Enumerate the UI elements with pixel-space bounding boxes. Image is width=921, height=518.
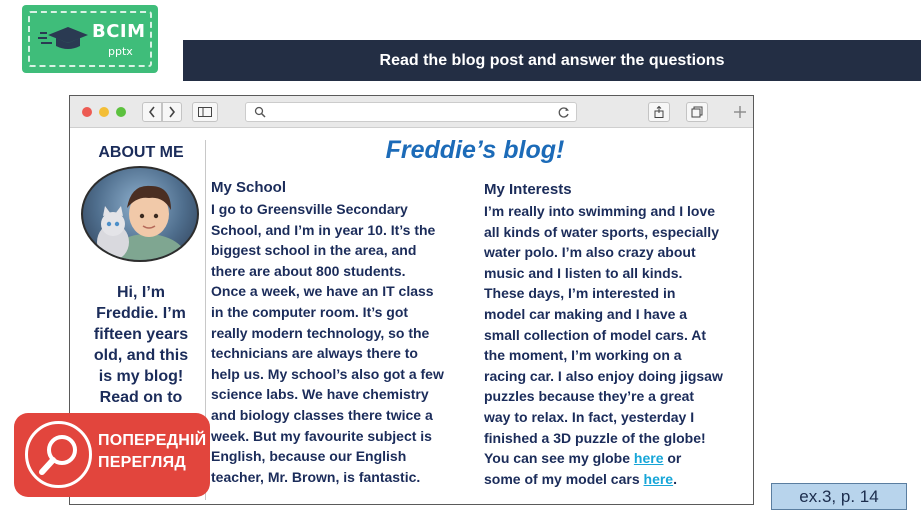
interests-text: some of my model cars	[484, 470, 644, 487]
intro-line: old, and this	[93, 347, 189, 364]
address-bar[interactable]	[245, 102, 577, 122]
chevron-left-icon	[148, 106, 156, 118]
avatar	[81, 166, 199, 262]
profile-illustration	[83, 168, 199, 262]
tabs-overview-button[interactable]	[686, 102, 708, 122]
intro-line: Hi, I’m	[116, 284, 165, 301]
school-line: there are about 800 students.	[211, 262, 406, 279]
globe-link[interactable]: here	[633, 450, 664, 467]
blog-title: Freddie’s blog!	[385, 136, 565, 164]
intro-line: Read on to	[99, 389, 183, 406]
magnifier-circle	[25, 421, 92, 488]
sidebar-icon	[198, 107, 212, 117]
intro-text	[76, 282, 206, 408]
interests-line: I’m really into swimming and I love	[484, 203, 716, 219]
interests-line: small collection of model cars. At	[484, 326, 706, 343]
search-icon	[254, 106, 266, 118]
school-line: help us. My school’s also got a few	[211, 365, 444, 382]
interests-line: the moment, I’m working on a	[484, 347, 682, 364]
tabs-icon	[691, 106, 703, 118]
magnifier-icon	[28, 424, 89, 485]
interests-line: puzzles because they’re a great	[484, 388, 695, 405]
close-window-button[interactable]	[82, 107, 92, 117]
logo-brand: ВСІМ	[92, 21, 146, 42]
chevron-right-icon	[168, 106, 176, 118]
interests-line-links	[484, 448, 746, 469]
interests-text: or	[663, 450, 682, 467]
interests-line: finished a 3D puzzle of the globe!	[484, 429, 706, 446]
school-section	[211, 178, 469, 487]
sidebar-toggle-button[interactable]	[192, 102, 218, 122]
interests-text: You can see my globe	[484, 450, 634, 467]
plus-icon	[734, 106, 746, 118]
interests-heading: My Interests	[484, 181, 572, 198]
share-button[interactable]	[648, 102, 670, 122]
interests-line: racing car. I also enjoy doing jigsaw	[484, 367, 723, 384]
preview-label	[98, 430, 206, 474]
school-line: biggest school in the area, and	[211, 242, 417, 259]
preview-badge[interactable]	[14, 413, 210, 497]
task-instruction-bar	[183, 40, 921, 81]
preview-line-1: ПОПЕРЕДНІЙ	[98, 432, 207, 449]
about-heading: ABOUT ME	[98, 144, 184, 161]
maximize-window-button[interactable]	[116, 107, 126, 117]
interests-line: water polo. I’m also crazy about	[484, 244, 696, 261]
interests-line: music and I listen to all kinds.	[484, 264, 683, 281]
school-line: science labs. We have chemistry	[211, 386, 429, 403]
interests-line: all kinds of water sports, especially	[484, 223, 719, 240]
new-tab-button[interactable]	[730, 102, 750, 122]
exercise-reference: ex.3, p. 14	[771, 483, 907, 510]
interests-line: model car making and I have a	[484, 305, 688, 322]
interests-text: .	[673, 470, 677, 487]
school-line: I go to Greensville Secondary	[211, 201, 408, 217]
task-title: Read the blog post and answer the questions	[379, 51, 725, 69]
school-line: English, because our English	[211, 448, 407, 465]
intro-line: is my blog!	[98, 368, 184, 385]
school-line: Once a week, we have an IT class	[211, 283, 434, 300]
school-line: really modern technology, so the	[211, 324, 430, 341]
school-line: teacher, Mr. Brown, is fantastic.	[211, 468, 421, 485]
graduation-cap-icon	[38, 23, 88, 55]
reload-icon[interactable]	[557, 106, 570, 119]
interests-line: way to relax. In fact, yesterday I	[484, 408, 695, 425]
minimize-window-button[interactable]	[99, 107, 109, 117]
back-button[interactable]	[142, 102, 162, 122]
interests-line: These days, I’m interested in	[484, 285, 676, 302]
preview-line-2: ПЕРЕГЛЯД	[98, 454, 186, 471]
school-line: and biology classes there twice a	[211, 406, 433, 423]
school-line: School, and I’m in year 10. It’s the	[211, 221, 436, 238]
intro-line: fifteen years	[93, 326, 189, 343]
share-icon	[654, 106, 664, 118]
interests-line-links	[484, 469, 746, 490]
logo-subtext: pptx	[108, 45, 133, 58]
school-line: week. But my favourite subject is	[211, 427, 432, 444]
school-line: in the computer room. It’s got	[211, 303, 409, 320]
school-line: technicians are always there to	[211, 345, 418, 362]
site-logo	[22, 5, 158, 73]
intro-line: Freddie. I’m	[96, 305, 186, 322]
school-heading: My School	[211, 179, 287, 196]
model-cars-link[interactable]: here	[643, 470, 674, 487]
interests-section	[484, 180, 746, 489]
browser-toolbar	[70, 96, 753, 128]
forward-button[interactable]	[162, 102, 182, 122]
